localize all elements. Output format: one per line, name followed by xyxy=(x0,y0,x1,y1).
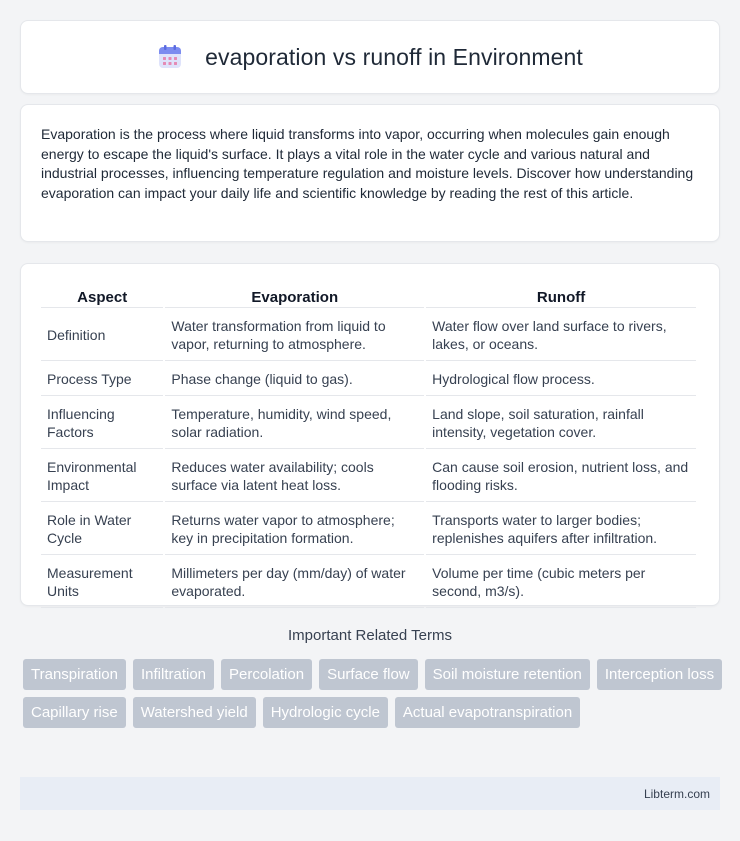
term-tag-infiltration[interactable]: Infiltration xyxy=(133,659,214,690)
cell-evaporation: Millimeters per day (mm/day) of water evaporated. xyxy=(165,557,424,608)
term-tag-watershed-yield[interactable]: Watershed yield xyxy=(133,697,256,728)
cell-runoff: Land slope, soil saturation, rainfall intensity, vegetation cover. xyxy=(426,398,696,449)
term-tag-surface-flow[interactable]: Surface flow xyxy=(319,659,418,690)
term-tag-transpiration[interactable]: Transpiration xyxy=(23,659,126,690)
cell-evaporation: Phase change (liquid to gas). xyxy=(165,363,424,396)
cell-runoff: Transports water to larger bodies; replenishes aquifers after infiltration. xyxy=(426,504,696,555)
cell-runoff: Can cause soil erosion, nutrient loss, and flooding risks. xyxy=(426,451,696,502)
related-terms-list xyxy=(23,659,723,728)
footer-site-link[interactable]: Libterm.com xyxy=(643,786,710,801)
table-header-row xyxy=(41,286,696,308)
comparison-table xyxy=(39,284,698,610)
cell-aspect: Measurement Units xyxy=(41,557,163,608)
cell-evaporation: Water transformation from liquid to vapor, returning to atmosphere. xyxy=(165,310,424,361)
cell-runoff: Volume per time (cubic meters per second, m3/s). xyxy=(426,557,696,608)
footer xyxy=(20,777,720,810)
table-row xyxy=(41,504,696,555)
cell-evaporation: Returns water vapor to atmosphere; key in precipitation formation. xyxy=(165,504,424,555)
table-row xyxy=(41,363,696,396)
calendar-icon xyxy=(157,44,183,70)
term-tag-actual-evapotranspiration[interactable]: Actual evapotranspiration xyxy=(395,697,580,728)
header-aspect: Aspect xyxy=(41,286,163,308)
table-row xyxy=(41,398,696,449)
cell-evaporation: Reduces water availability; cools surface via latent heat loss. xyxy=(165,451,424,502)
header xyxy=(157,44,583,71)
header-card xyxy=(20,20,720,94)
cell-aspect: Influencing Factors xyxy=(41,398,163,449)
cell-runoff: Hydrological flow process. xyxy=(426,363,696,396)
related-terms-title: Important Related Terms xyxy=(288,627,452,644)
term-tag-soil-moisture-retention[interactable]: Soil moisture retention xyxy=(425,659,590,690)
intro-card xyxy=(20,104,720,242)
term-tag-hydrologic-cycle[interactable]: Hydrologic cycle xyxy=(263,697,388,728)
header-evaporation: Evaporation xyxy=(165,286,424,308)
cell-aspect: Definition xyxy=(41,310,163,361)
cell-evaporation: Temperature, humidity, wind speed, solar radiation. xyxy=(165,398,424,449)
intro-text: Evaporation is the process where liquid transforms into vapor, occurring when molecules gain enough energy to escape the liquid's surface. It plays a vital role in the water cycle and various natural and industrial processes, influencing temperature regulation and moisture levels. Discover how understanding evaporation can impact your daily life and scientific knowledge by reading the rest of this article. xyxy=(41,126,694,201)
table-row xyxy=(41,310,696,361)
term-tag-capillary-rise[interactable]: Capillary rise xyxy=(23,697,126,728)
cell-aspect: Role in Water Cycle xyxy=(41,504,163,555)
term-tag-percolation[interactable]: Percolation xyxy=(221,659,312,690)
cell-runoff: Water flow over land surface to rivers, lakes, or oceans. xyxy=(426,310,696,361)
table-row xyxy=(41,451,696,502)
header-runoff: Runoff xyxy=(426,286,696,308)
table-row xyxy=(41,557,696,608)
comparison-card xyxy=(20,263,720,606)
cell-aspect: Process Type xyxy=(41,363,163,396)
cell-aspect: Environmental Impact xyxy=(41,451,163,502)
page-title: evaporation vs runoff in Environment xyxy=(205,43,583,70)
term-tag-interception-loss[interactable]: Interception loss xyxy=(597,659,722,690)
